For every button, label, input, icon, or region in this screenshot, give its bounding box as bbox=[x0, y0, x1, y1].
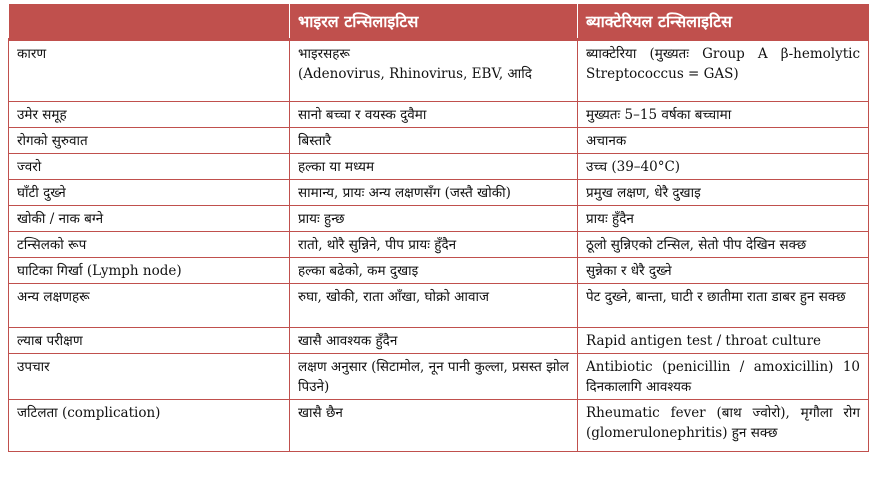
table-row bbox=[9, 258, 869, 284]
viral-cell: सामान्य, प्रायः अन्य लक्षणसँग (जस्तै खोकी) bbox=[290, 180, 578, 206]
row-label: जटिलता (complication) bbox=[9, 400, 290, 452]
viral-cell: बिस्तारै bbox=[290, 128, 578, 154]
bacterial-cell: प्रमुख लक्षण, धेरै दुखाइ bbox=[578, 180, 869, 206]
row-label: उपचार bbox=[9, 354, 290, 400]
bacterial-cell: ठूलो सुन्निएको टन्सिल, सेतो पीप देखिन सक्छ bbox=[578, 232, 869, 258]
bacterial-cell: Rheumatic fever (बाथ ज्वोरो), मृगौला रोग (glomerulonephritis) हुन सक्छ bbox=[578, 400, 869, 452]
tonsillitis-comparison-table bbox=[8, 4, 869, 452]
table-row bbox=[9, 284, 869, 328]
bacterial-cell: प्रायः हुँदैन bbox=[578, 206, 869, 232]
viral-cell: रुघा, खोकी, राता आँखा, घोक्रो आवाज bbox=[290, 284, 578, 328]
bacterial-cell: सुन्नेका र धेरै दुख्ने bbox=[578, 258, 869, 284]
bacterial-cell: मुख्यतः 5–15 वर्षका बच्चामा bbox=[578, 102, 869, 128]
bacterial-cell: पेट दुख्ने, बान्ता, घाटी र छातीमा राता डाबर हुन सक्छ bbox=[578, 284, 869, 328]
viral-cell bbox=[290, 40, 578, 102]
table-row bbox=[9, 128, 869, 154]
viral-cell: हल्का या मध्यम bbox=[290, 154, 578, 180]
row-label: अन्य लक्षणहरू bbox=[9, 284, 290, 328]
row-label: कारण bbox=[9, 40, 290, 102]
table-row bbox=[9, 180, 869, 206]
row-label: टन्सिलको रूप bbox=[9, 232, 290, 258]
header-bacterial: ब्याक्टेरियल टन्सिलाइटिस bbox=[578, 4, 869, 40]
viral-cell: रातो, थोरै सुन्निने, पीप प्रायः हुँदैन bbox=[290, 232, 578, 258]
header-empty-cell bbox=[9, 4, 290, 40]
viral-cause-line-2: (Adenovirus, Rhinovirus, EBV, आदि bbox=[298, 66, 532, 82]
row-label: घाँटी दुख्ने bbox=[9, 180, 290, 206]
viral-cell: प्रायः हुन्छ bbox=[290, 206, 578, 232]
table-header-row bbox=[9, 4, 869, 40]
table-row bbox=[9, 102, 869, 128]
table-row bbox=[9, 40, 869, 102]
viral-cause-line-1: भाइरसहरू bbox=[298, 46, 350, 62]
table-row bbox=[9, 154, 869, 180]
bacterial-cell: Antibiotic (penicillin / amoxicillin) 10 दिनकालागि आवश्यक bbox=[578, 354, 869, 400]
table-row bbox=[9, 354, 869, 400]
comparison-table-container bbox=[8, 4, 868, 452]
viral-cell: हल्का बढेको, कम दुखाइ bbox=[290, 258, 578, 284]
row-label: रोगको सुरुवात bbox=[9, 128, 290, 154]
viral-cell: लक्षण अनुसार (सिटामोल, नून पानी कुल्ला, प्रसस्त झोल पिउने) bbox=[290, 354, 578, 400]
row-label: ज्वरो bbox=[9, 154, 290, 180]
table-row bbox=[9, 206, 869, 232]
bacterial-cell: अचानक bbox=[578, 128, 869, 154]
table-row bbox=[9, 400, 869, 452]
row-label: घाटिका गिर्खा (Lymph node) bbox=[9, 258, 290, 284]
table-row bbox=[9, 232, 869, 258]
viral-cell: सानो बच्चा र वयस्क दुवैमा bbox=[290, 102, 578, 128]
bacterial-cell: उच्च (39–40°C) bbox=[578, 154, 869, 180]
viral-cell: खासै छैन bbox=[290, 400, 578, 452]
row-label: ल्याब परीक्षण bbox=[9, 328, 290, 354]
bacterial-cell: Rapid antigen test / throat culture bbox=[578, 328, 869, 354]
bacterial-cell: ब्याक्टेरिया (मुख्यतः Group A β-hemolytic Streptococcus = GAS) bbox=[578, 40, 869, 102]
row-label: खोकी / नाक बग्ने bbox=[9, 206, 290, 232]
header-viral: भाइरल टन्सिलाइटिस bbox=[290, 4, 578, 40]
table-row bbox=[9, 328, 869, 354]
viral-cell: खासै आवश्यक हुँदैन bbox=[290, 328, 578, 354]
row-label: उमेर समूह bbox=[9, 102, 290, 128]
